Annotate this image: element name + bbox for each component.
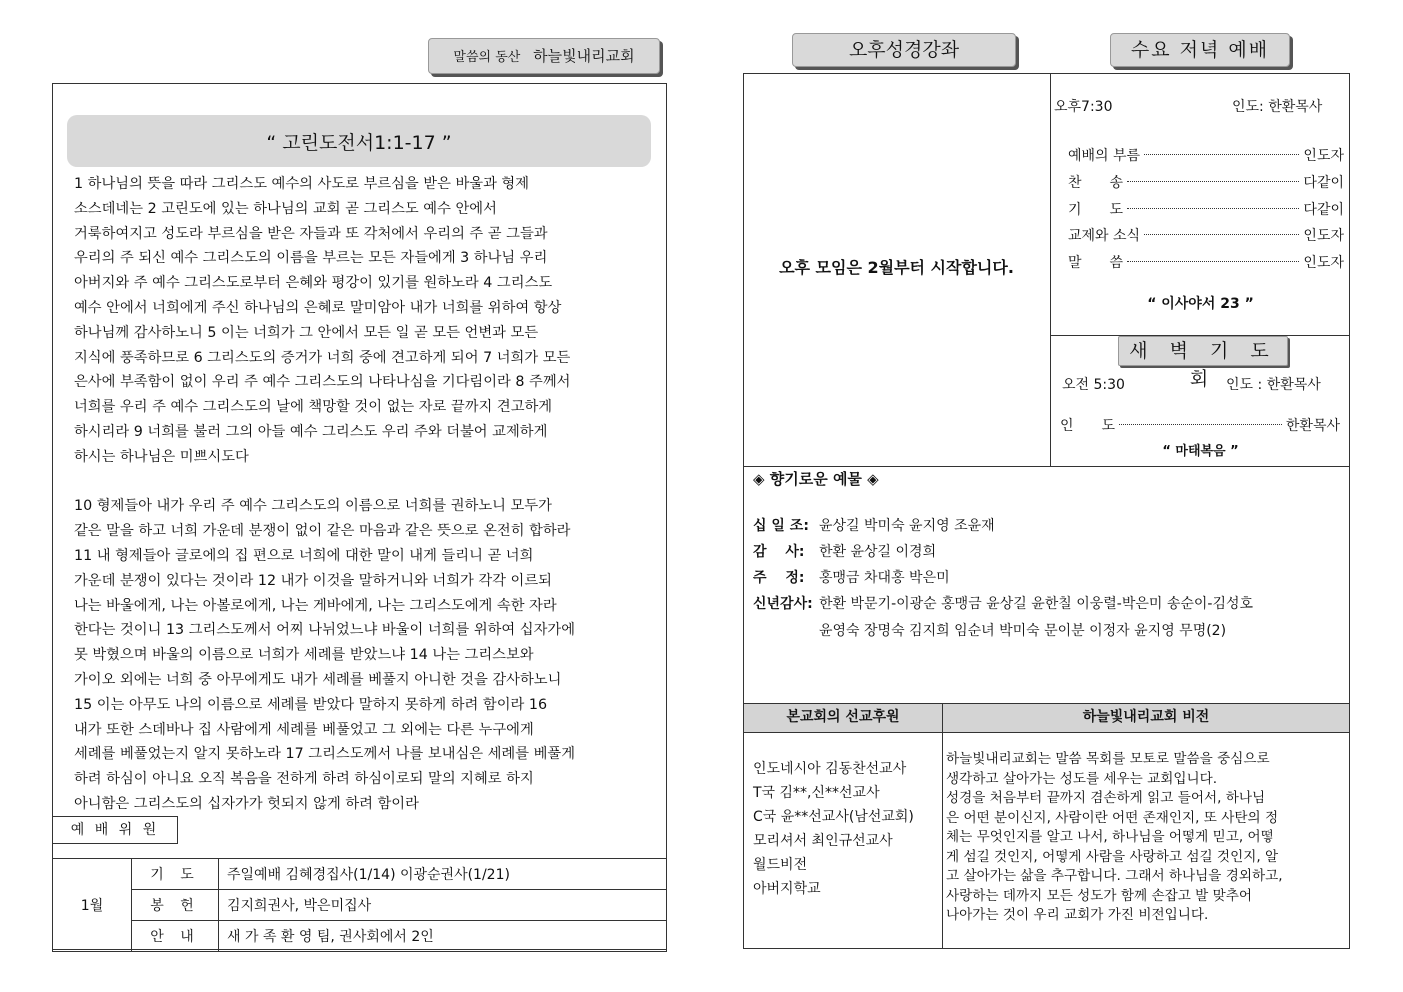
list-item: 모리셔서 최인규선교사 (753, 833, 893, 849)
duty-people: 김지희권사, 박은미집사 (219, 890, 667, 921)
scripture-line: 못 박혔으며 바울의 이름으로 너희가 세례를 받았느냐 14 나는 그리스보와 (74, 647, 534, 664)
afternoon-bible-class-title: 오후성경강좌 (792, 33, 1016, 67)
scripture-line: 11 내 형제들아 글로에의 집 편으로 너희에 대한 말이 내게 들리니 곧 너희 (74, 547, 534, 564)
missions-list (753, 757, 914, 901)
divider (942, 703, 943, 949)
dawn-scripture: “ 마태복음 ” (1162, 444, 1239, 459)
table-row (53, 890, 667, 921)
divider (1050, 73, 1051, 466)
list-item: 아버지학교 (753, 881, 821, 897)
duty-people: 주일예배 김혜경집사(1/14) 이광순권사(1/21) (219, 859, 667, 890)
list-item: C국 윤**선교사(남선교회) (753, 809, 914, 825)
church-motto: 말씀의 동산 (453, 50, 521, 65)
scripture-line: 내가 또한 스데바나 집 사람에게 세례를 베풀었고 그 외에는 다른 누구에게 (74, 721, 534, 738)
vision-line: 하늘빛내리교회는 말씀 목회를 모토로 말씀을 중심으로 (946, 751, 1270, 767)
table-row (53, 859, 667, 890)
scripture-line: 하시리라 9 너희를 불러 그의 아들 예수 그리스도 우리 주와 더불어 교제하게 (74, 423, 548, 440)
list-item: T국 김**,신**선교사 (753, 785, 880, 801)
duty-people: 새 가 족 환 영 팀, 권사회에서 2인 (219, 921, 667, 952)
scripture-line: 아버지와 주 예수 그리스도로부터 은혜와 평강이 있기를 원하노라 4 그리스도 (74, 275, 553, 292)
scripture-line: 1 하나님의 뜻을 따라 그리스도 예수의 사도로 부르심을 받은 바울과 형제 (74, 176, 530, 192)
scripture-line: 한다는 것이니 13 그리스도께서 어찌 나뉘었느냐 바울이 너희를 위하여 십자가에 (74, 622, 576, 639)
vision-text (946, 750, 1346, 926)
divider (743, 466, 1350, 467)
dawn-time: 오전 5:30 (1062, 377, 1125, 393)
offering-title: ◈ 향기로운 예물 ◈ (753, 470, 879, 488)
church-title-badge (428, 38, 660, 74)
scripture-line: 같은 말을 하고 너희 가운데 분쟁이 없이 같은 마음과 같은 뜻으로 온전히 합하라 (74, 523, 571, 540)
scripture-line: 가이오 외에는 너희 중 아무에게도 내가 세례를 베풀지 아니한 것을 감사하노니 (74, 671, 562, 688)
scripture-line: 하려 하심이 아니요 오직 복음을 전하게 하려 하심이로되 말의 지혜로 하지 (74, 771, 534, 788)
scripture-line: 너희를 우리 주 예수 그리스도의 날에 책망할 것이 없는 자로 끝까지 견고하게 (74, 399, 553, 416)
duty-role: 안 내 (132, 921, 219, 952)
scripture-line: 거룩하여지고 성도라 부르심을 받은 자들과 또 각처에서 우리의 주 곧 그들과 (74, 225, 548, 242)
scripture-line: 지식에 풍족하므로 6 그리스도의 증거가 너희 중에 견고하게 되어 7 너희가 모든 (74, 349, 571, 366)
table-row (53, 921, 667, 952)
wednesday-leader: 인도: 한환목사 (1232, 99, 1323, 115)
scripture-line: 10 형제들아 내가 우리 주 예수 그리스도의 이름으로 너희를 권하노니 모두가 (74, 498, 552, 515)
offering-row: 감 사: 한환 윤상길 이경희 (753, 544, 937, 560)
offering-row: 신년감사: 한환 박문기-이광순 홍맹금 윤상길 윤한칠 이웅렬-박은미 송순이-김성호 (753, 596, 1254, 612)
scripture-text (74, 172, 664, 817)
scripture-line: 가운데 분쟁이 있다는 것이라 12 내가 이것을 말하거니와 너희가 각각 이르되 (74, 572, 552, 589)
list-item: 월드비전 (753, 857, 808, 873)
offering-row: 주 정: 홍맹금 차대홍 박은미 (753, 570, 950, 586)
vision-line: 성경을 처음부터 끝까지 겸손하게 읽고 들어서, 하나님 (946, 790, 1266, 806)
scripture-line: 하나님께 감사하노니 5 이는 너희가 그 안에서 모든 일 곧 모든 언변과 모든 (74, 324, 539, 341)
scripture-line: 아니함은 그리스도의 십자가가 헛되지 않게 하려 함이라 (74, 795, 419, 812)
offering-row: 윤영숙 장명숙 김지희 임순녀 박미숙 문이분 이정자 윤지영 무명(2) (819, 623, 1227, 639)
scripture-line: 하시는 하나님은 미쁘시도다 (74, 448, 249, 465)
scripture-line: 나는 바울에게, 나는 아볼로에게, 나는 게바에게, 나는 그리스도에게 속한 자라 (74, 597, 557, 614)
list-item: 인도네시아 김동찬선교사 (753, 761, 907, 777)
missions-header: 본교회의 선교후원 (786, 709, 900, 725)
vision-line: 나아가는 것이 우리 교회가 가진 비전입니다. (946, 907, 1209, 923)
worship-committee-label: 예 배 위 원 (52, 816, 178, 844)
vision-line: 체는 무엇인지를 알고 나서, 하나님을 어떻게 믿고, 어떻 (946, 829, 1274, 845)
duty-month: 1월 (53, 859, 132, 952)
vision-line: 생각하고 살아가는 성도를 세우는 교회입니다. (946, 770, 1218, 787)
afternoon-notice: 오후 모임은 2월부터 시작합니다. (779, 258, 1014, 277)
scripture-line: 세례를 베풀었는지 알지 못하노라 17 그리스도께서 나를 보내심은 세례를 베풀게 (74, 746, 576, 763)
duty-role: 기 도 (132, 859, 219, 890)
duty-role: 봉 헌 (132, 890, 219, 921)
vision-header: 하늘빛내리교회 비전 (1082, 709, 1210, 725)
dawn-prayer-title: 새 벽 기 도 회 (1118, 336, 1288, 366)
dawn-order-item: 인 도 한환목사 (1060, 418, 1340, 434)
worship-duty-table (52, 858, 667, 952)
vision-line: 은 어떤 분이신지, 사람이란 어떤 존재인지, 또 사탄의 정 (946, 809, 1279, 826)
service-order-item: 말 씀 인도자 (1068, 255, 1344, 271)
scripture-line: 은사에 부족함이 없이 우리 주 예수 그리스도의 나타나심을 기다림이라 8 주께서 (74, 374, 571, 391)
service-order-item: 교제와 소식 인도자 (1068, 228, 1344, 244)
scripture-line: 예수 안에서 너희에게 주신 하나님의 은혜로 말미암아 내가 너희를 위하여 항상 (74, 299, 562, 316)
scripture-line: 소스데네는 2 고린도에 있는 하나님의 교회 곧 그리스도 예수 안에서 (74, 200, 497, 217)
scripture-blank-line (74, 470, 664, 495)
wednesday-service-title: 수요 저녁 예배 (1110, 33, 1290, 67)
church-name: 하늘빛내리교회 (533, 47, 635, 65)
scripture-line: 15 이는 아무도 나의 이름으로 세례를 받았다 말하지 못하게 하려 함이라 16 (74, 696, 548, 713)
vision-line: 사랑하는 데까지 모든 성도가 함께 손잡고 발 맞추어 (946, 887, 1253, 904)
vision-line: 게 섬길 것인지, 어떻게 사람을 사랑하고 섬길 것인지, 알 (946, 848, 1279, 865)
dawn-leader: 인도 : 한환목사 (1226, 377, 1321, 393)
wednesday-time: 오후7:30 (1054, 99, 1113, 115)
wednesday-scripture: “ 이사야서 23 ” (1147, 296, 1254, 312)
scripture-title: “ 고린도전서1:1-17 ” (67, 115, 651, 167)
service-order-item: 기 도 다같이 (1068, 202, 1344, 218)
service-order-item: 찬 송 다같이 (1068, 175, 1344, 191)
scripture-line: 우리의 주 되신 예수 그리스도의 이름을 부르는 모든 자들에게 3 하나님 우리 (74, 250, 548, 267)
service-order-item: 예배의 부름 인도자 (1068, 148, 1344, 164)
offering-row: 십 일 조: 윤상길 박미숙 윤지영 조윤재 (753, 518, 995, 534)
vision-line: 고 살아가는 삶을 추구합니다. 그래서 하나님을 경외하고, (946, 868, 1283, 884)
